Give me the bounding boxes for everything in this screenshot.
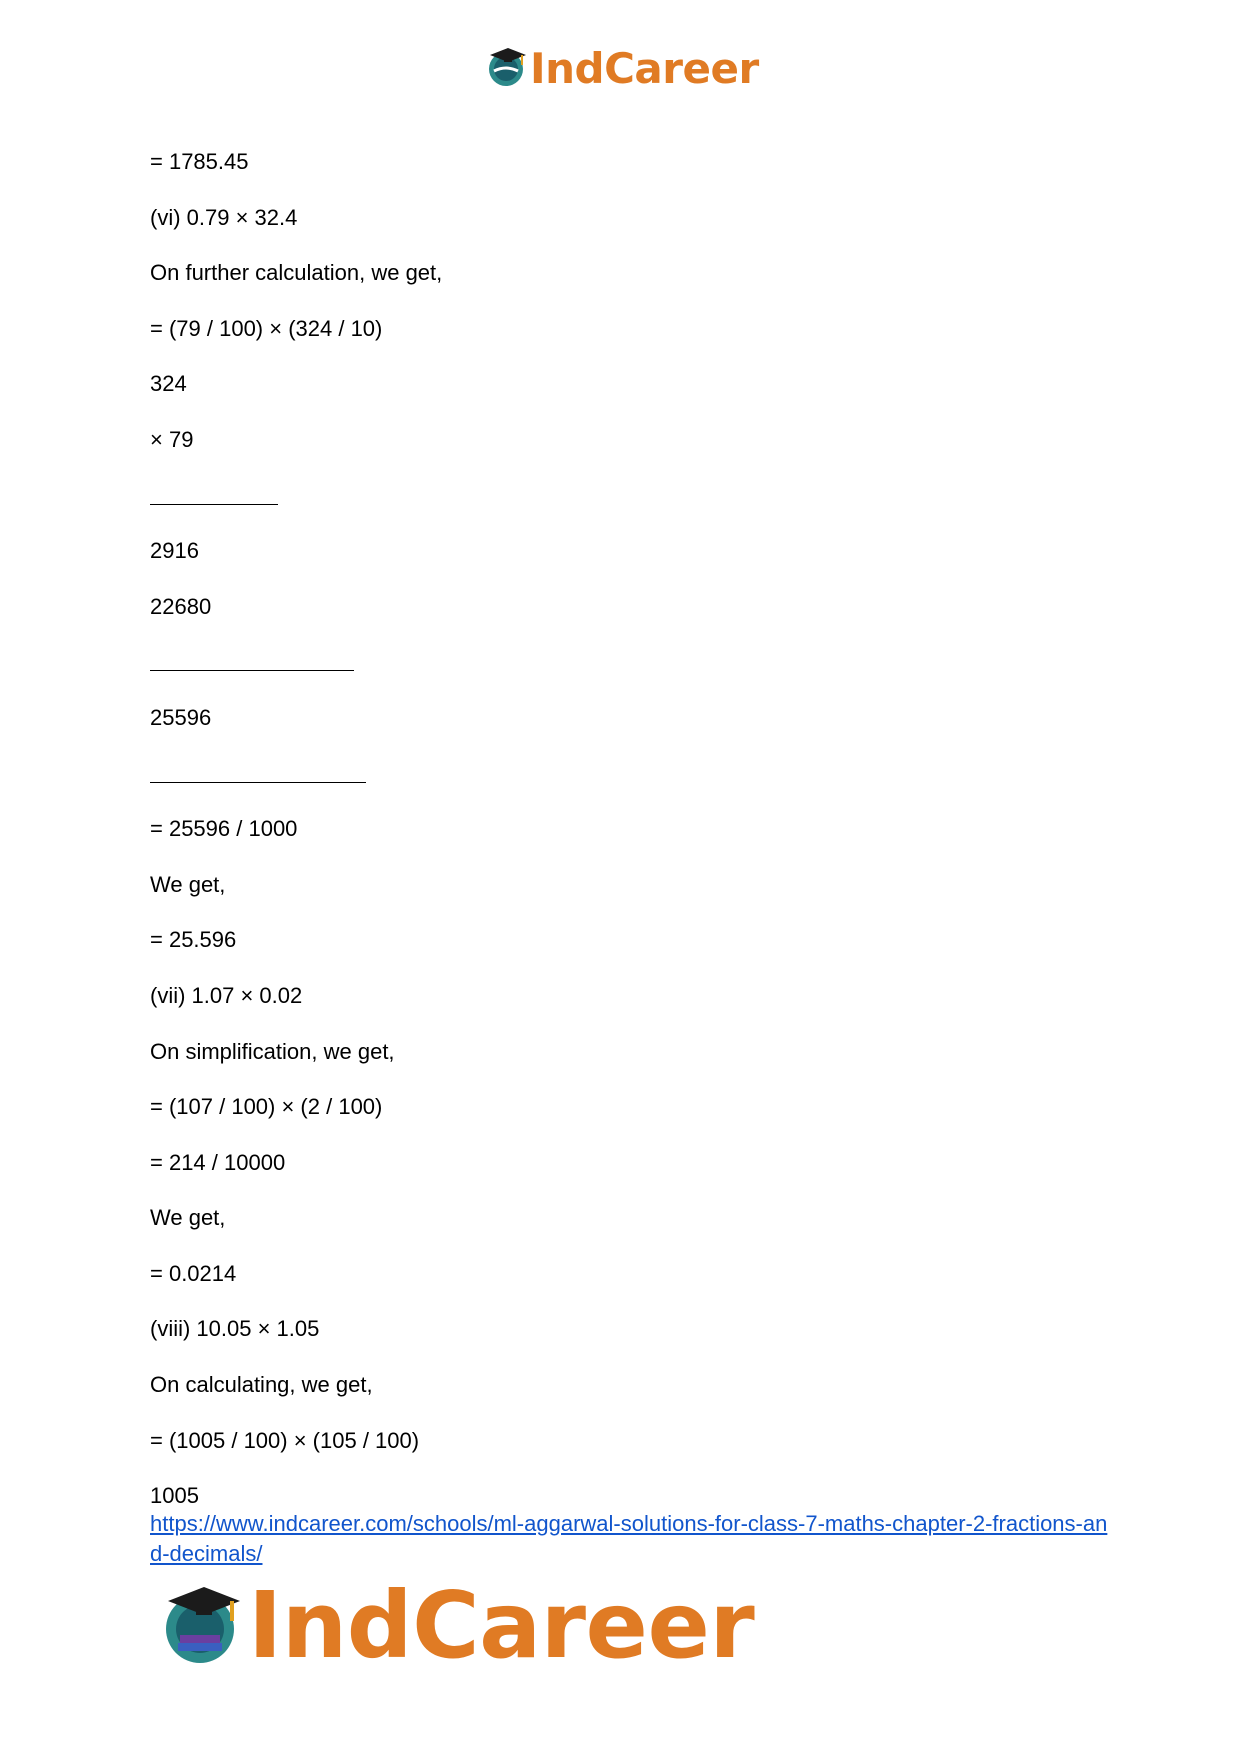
text-line: (viii) 10.05 × 1.05 <box>150 1316 320 1342</box>
text-line: On calculating, we get, <box>150 1372 373 1398</box>
text-line: = 0.0214 <box>150 1260 237 1286</box>
text-line: = 214 / 10000 <box>150 1149 286 1175</box>
text-line: 25596 <box>150 704 212 730</box>
logo-text: IndCareer <box>248 1571 755 1679</box>
calculation-rule <box>150 760 1110 788</box>
text-line: = 25.596 <box>150 927 237 953</box>
text-line: × 79 <box>150 426 194 452</box>
text-line: = (79 / 100) × (324 / 10) <box>150 315 383 341</box>
text-line: We get, <box>150 871 226 897</box>
text-line: = (1005 / 100) × (105 / 100) <box>150 1427 420 1453</box>
header-logo <box>486 40 759 96</box>
document-body <box>150 148 1110 1538</box>
calculation-rule <box>150 648 1110 676</box>
text-line: 1005 <box>150 1483 199 1509</box>
graduation-globe-icon <box>160 1581 244 1670</box>
text-line: On further calculation, we get, <box>150 260 443 286</box>
text-line: (vi) 0.79 × 32.4 <box>150 204 298 230</box>
text-line: 22680 <box>150 593 212 619</box>
text-line: = 1785.45 <box>150 149 249 174</box>
text-line: 324 <box>150 371 187 397</box>
text-line: = (107 / 100) × (2 / 100) <box>150 1094 383 1120</box>
calculation-rule <box>150 482 1110 510</box>
text-line: 2916 <box>150 538 199 564</box>
logo-text: IndCareer <box>530 43 759 93</box>
footer-logo <box>160 1571 755 1679</box>
text-line: We get, <box>150 1205 226 1231</box>
text-line: (vii) 1.07 × 0.02 <box>150 982 303 1008</box>
graduation-globe-icon <box>486 45 528 92</box>
text-line: = 25596 / 1000 <box>150 816 298 842</box>
text-line: On simplification, we get, <box>150 1038 395 1064</box>
source-link[interactable]: https://www.indcareer.com/schools/ml-aggarwal-solutions-for-class-7-maths-chapter-2-fractions-and-decimals/ <box>150 1511 1108 1566</box>
